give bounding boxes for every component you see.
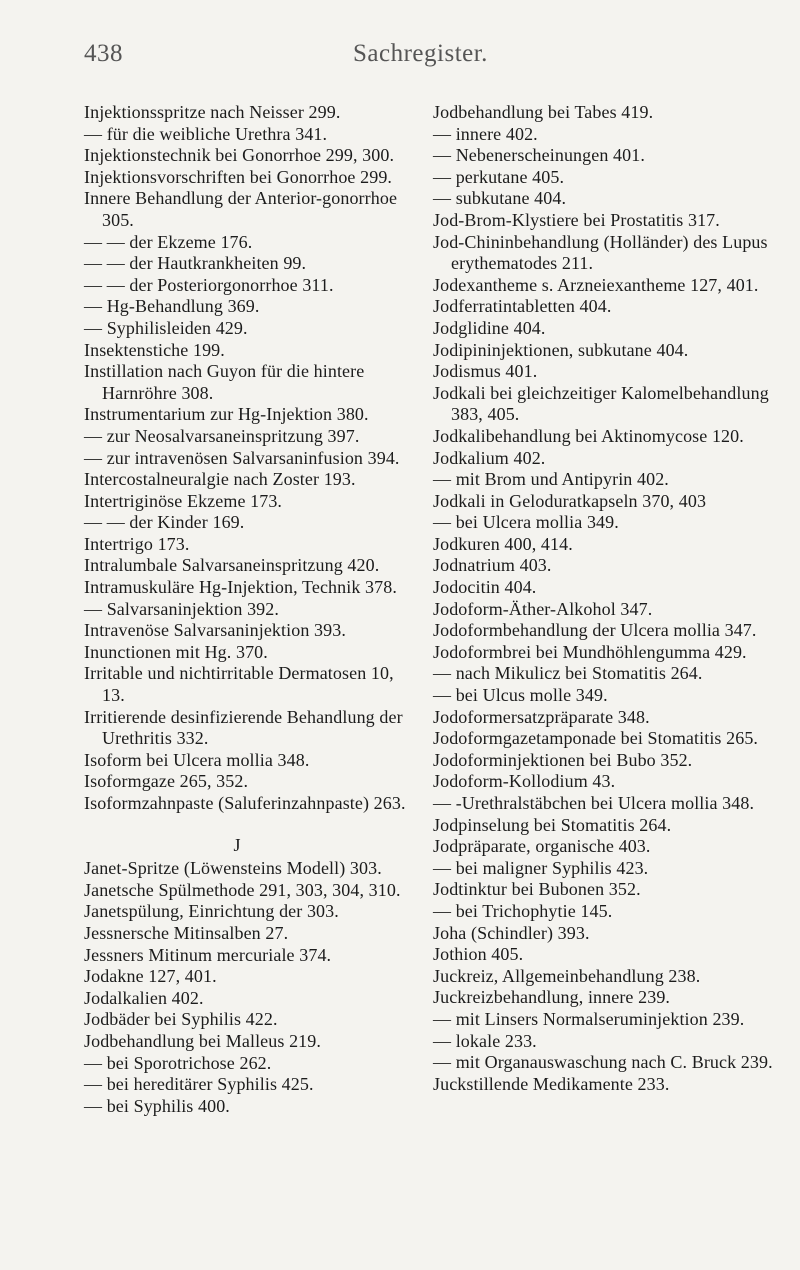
index-entry: Instillation nach Guyon für die hintere Harnröhre 308. <box>84 361 369 403</box>
index-entry: Injektionsvorschriften bei Gonorrhoe 299. <box>84 166 393 187</box>
index-entry: Inunctionen mit Hg. 370. <box>84 641 268 662</box>
index-entry: Intercostalneuralgie nach Zoster 193. <box>84 469 356 490</box>
section-letter-j: J <box>233 834 241 855</box>
index-entry: Jodoformgazetamponade bei Stomatitis 265. <box>433 728 759 749</box>
index-entry: Jodbehandlung bei Malleus 219. <box>84 1030 321 1051</box>
index-entry: — -Urethralstäbchen bei Ulcera mollia 348. <box>433 793 755 813</box>
index-entry: — mit Linsers Normalseruminjektion 239. <box>433 1008 745 1029</box>
index-entry: Janetsche Spülmethode 291, 303, 304, 310. <box>84 879 401 900</box>
index-entry: — bei hereditärer Syphilis 425. <box>84 1074 314 1095</box>
index-entry: — Syphilisleiden 429. <box>84 317 248 338</box>
index-entry: Jod-Chininbehandlung (Holländer) des Lupus erythematodes 211. <box>433 231 773 274</box>
index-entry: Innere Behandlung der Anterior-gonorrhoe 305. <box>84 188 402 230</box>
index-entry: Jodoform-Kollodium 43. <box>433 771 616 792</box>
index-entries-j-continued <box>433 102 778 1095</box>
index-entry: — — der Kinder 169. <box>84 512 245 533</box>
index-entry: — nach Mikulicz bei Stomatitis 264. <box>433 663 703 684</box>
index-entry: — Hg-Behandlung 369. <box>84 296 260 317</box>
index-entry: — perkutane 405. <box>433 166 565 187</box>
index-entry: — subkutane 404. <box>433 188 567 209</box>
index-entry: Jodnatrium 403. <box>433 555 552 576</box>
index-entry: Juckreizbehandlung, innere 239. <box>433 987 671 1008</box>
index-entry: Jodoforminjektionen bei Bubo 352. <box>433 749 693 770</box>
page-number: 438 <box>84 40 123 67</box>
index-entry: Juckstillende Medikamente 233. <box>433 1073 670 1094</box>
index-entry: Jodoformbehandlung der Ulcera mollia 347. <box>433 620 757 641</box>
index-entries-i <box>84 102 420 815</box>
index-entry: Jodismus 401. <box>433 361 538 382</box>
index-entry: Jodkali bei gleichzeitiger Kalomelbehandlung 383, 405. <box>433 382 774 425</box>
index-entry: Isoformgaze 265, 352. <box>84 771 249 792</box>
index-entry: Isoform bei Ulcera mollia 348. <box>84 749 310 770</box>
index-entry: Jessners Mitinum mercuriale 374. <box>84 944 332 965</box>
index-column-left <box>84 102 420 1117</box>
index-entry: — — der Ekzeme 176. <box>84 231 253 252</box>
index-entry: — für die weibliche Urethra 341. <box>84 123 328 144</box>
index-entry: Janetspülung, Einrichtung der 303. <box>84 901 339 922</box>
index-entry: Joha (Schindler) 393. <box>433 922 590 943</box>
index-entry: Jodoform-Äther-Alkohol 347. <box>433 598 653 619</box>
index-entry: Intertriginöse Ekzeme 173. <box>84 490 283 511</box>
index-entry: Jodakne 127, 401. <box>84 966 217 987</box>
index-entry: Jodkali in Geloduratkapseln 370, 403 <box>433 490 707 511</box>
index-entry: Jodipininjektionen, subkutane 404. <box>433 339 689 360</box>
index-entry: Jodbäder bei Syphilis 422. <box>84 1009 278 1030</box>
index-entry: Injektionsspritze nach Neisser 299. <box>84 102 341 122</box>
index-entry: Intertrigo 173. <box>84 533 190 554</box>
index-entry: Insektenstiche 199. <box>84 339 225 360</box>
index-column-right <box>433 102 778 1095</box>
index-entry: Instrumentarium zur Hg-Injektion 380. <box>84 404 369 425</box>
index-entry: Jodocitin 404. <box>433 577 537 598</box>
index-entry: — mit Organauswaschung nach C. Bruck 239. <box>433 1052 773 1073</box>
index-entry: Jothion 405. <box>433 944 524 965</box>
index-entry: — lokale 233. <box>433 1030 537 1051</box>
index-entry: — bei Ulcera mollia 349. <box>433 512 619 533</box>
index-entry: Jod-Brom-Klystiere bei Prostatitis 317. <box>433 209 720 230</box>
index-entry: — zur Neosalvarsaneinspritzung 397. <box>84 425 360 446</box>
index-entry: Jodoformersatzpräparate 348. <box>433 706 650 727</box>
index-entry: — bei maligner Syphilis 423. <box>433 857 649 878</box>
index-entry: — Nebenerscheinungen 401. <box>433 145 645 166</box>
index-entry: Injektionstechnik bei Gonorrhoe 299, 300. <box>84 145 395 166</box>
index-entry: Irritierende desinfizierende Behandlung der Urethritis 332. <box>84 706 408 749</box>
index-entry: — — der Posteriorgonorrhoe 311. <box>84 274 334 295</box>
index-entry: Jodkalibehandlung bei Aktinomycose 120. <box>433 425 744 446</box>
index-entry: — zur intravenösen Salvarsaninfusion 394. <box>84 447 400 468</box>
index-entry: Janet-Spritze (Löwensteins Modell) 303. <box>84 858 382 879</box>
index-entry: Intravenöse Salvarsaninjektion 393. <box>84 620 346 641</box>
index-entry: Isoformzahnpaste (Saluferinzahnpaste) 263. <box>84 793 406 813</box>
index-entry: Jodkuren 400, 414. <box>433 533 573 554</box>
index-entry: — mit Brom und Antipyrin 402. <box>433 469 669 490</box>
index-entry: Jessnersche Mitinsalben 27. <box>84 922 289 943</box>
index-entry: Juckreiz, Allgemeinbehandlung 238. <box>433 965 701 986</box>
index-entry: Jodbehandlung bei Tabes 419. <box>433 102 654 122</box>
index-entry: — — der Hautkrankheiten 99. <box>84 253 307 274</box>
index-entry: — bei Syphilis 400. <box>84 1095 230 1116</box>
index-entry: — Salvarsaninjektion 392. <box>84 598 279 619</box>
index-entry: Jodpinselung bei Stomatitis 264. <box>433 814 672 835</box>
index-entry: Jodoformbrei bei Mundhöhlengumma 429. <box>433 641 747 662</box>
index-entry: Jodglidine 404. <box>433 317 546 338</box>
index-entry: Jodpräparate, organische 403. <box>433 836 651 857</box>
index-entry: — bei Sporotrichose 262. <box>84 1052 272 1073</box>
index-entry: — innere 402. <box>433 123 538 144</box>
index-entries-j <box>84 858 420 1117</box>
index-entry: — bei Trichophytie 145. <box>433 900 613 921</box>
page-header <box>0 40 800 80</box>
index-entry: Jodferratintabletten 404. <box>433 296 612 317</box>
index-entry: Intralumbale Salvarsaneinspritzung 420. <box>84 555 380 576</box>
index-entry: Jodtinktur bei Bubonen 352. <box>433 879 641 900</box>
index-entry: Jodexantheme s. Arzneiexantheme 127, 401. <box>433 274 759 295</box>
index-entry: Jodalkalien 402. <box>84 987 204 1008</box>
index-entry: Jodkalium 402. <box>433 447 546 468</box>
index-entry: Intramuskuläre Hg-Injektion, Technik 378. <box>84 577 397 598</box>
index-entry: — bei Ulcus molle 349. <box>433 685 608 706</box>
running-head: Sachregister. <box>353 40 488 67</box>
index-entry: Irritable und nichtirritable Dermatosen 10, 13. <box>84 663 399 706</box>
